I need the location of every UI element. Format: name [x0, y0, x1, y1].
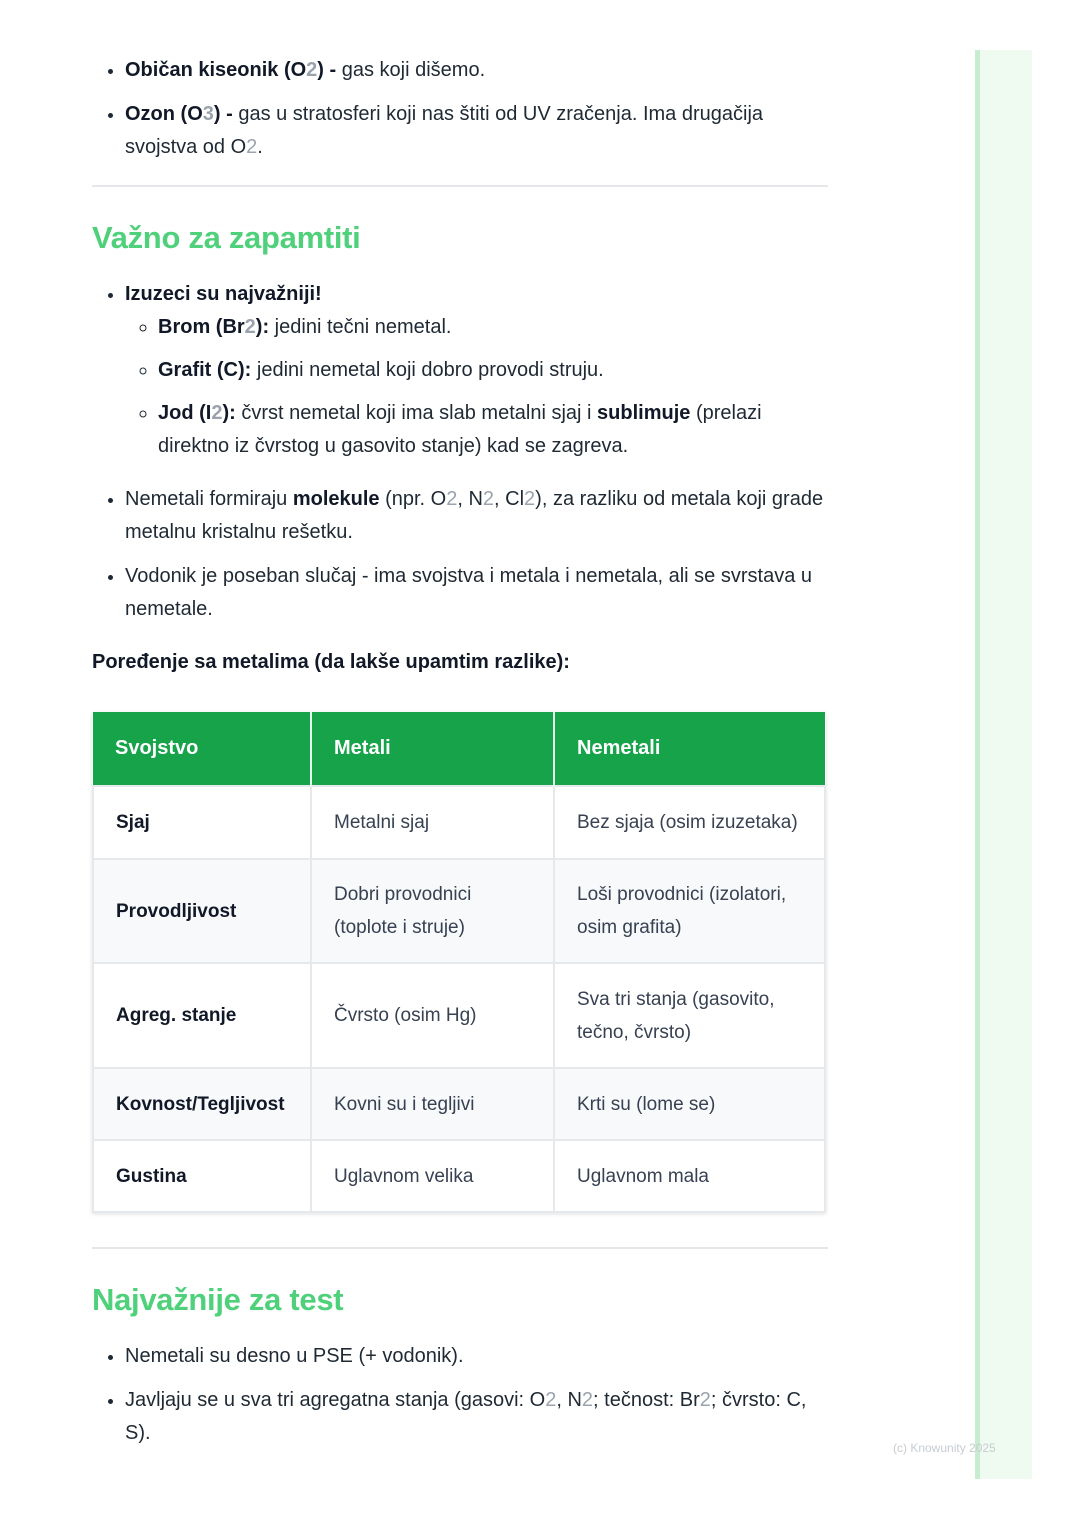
text-part: Javljaju se u sva tri agregatna stanja (gasovi: O: [125, 1389, 546, 1411]
table-cell: Dobri provodnici (toplote i struje): [311, 859, 554, 963]
text-part: , N: [457, 488, 483, 510]
subscript: 2: [244, 316, 256, 338]
subscript: 3: [202, 103, 214, 125]
subscript: 2: [211, 402, 223, 424]
item-text-end: .: [257, 136, 263, 158]
text-part: , N: [556, 1389, 582, 1411]
table-cell: Krti su (lome se): [554, 1068, 825, 1140]
table-cell: Čvrsto (osim Hg): [311, 963, 554, 1068]
bold-term-end: ) -: [213, 103, 239, 125]
item-text: čvrst nemetal koji ima slab metalni sjaj i: [235, 402, 598, 424]
table-row: [93, 1068, 825, 1140]
table-header-cell: Metali: [311, 712, 554, 786]
sub-list-item: [158, 397, 828, 463]
list-item: [125, 98, 828, 164]
right-sidebar-strip: [975, 50, 1032, 1479]
bold-term: Grafit (C):: [158, 359, 252, 381]
table-cell: Bez sjaja (osim izuzetaka): [554, 786, 825, 859]
table-cell: Uglavnom mala: [554, 1140, 825, 1212]
item-text: gas u stratosferi koji nas štiti od UV zračenja. Ima drugačija svojstva od O: [125, 103, 764, 158]
item-text: jedini tečni nemetal.: [269, 316, 452, 338]
exceptions-sublist: [125, 311, 828, 463]
important-list: [92, 278, 828, 626]
table-header-row: [93, 712, 825, 786]
subscript: 2: [545, 1389, 557, 1411]
table-row: [93, 786, 825, 859]
table-cell: Sva tri stanja (gasovito, tečno, čvrsto): [554, 963, 825, 1068]
list-item: [125, 483, 828, 549]
divider: [92, 1247, 828, 1249]
bold-term-end: ):: [255, 316, 270, 338]
text-part: ), za razliku od metala koji grade metalnu kristalnu rešetku.: [125, 488, 824, 543]
divider: [92, 185, 828, 187]
text-part: Nemetali formiraju: [125, 488, 293, 510]
table-cell: Loši provodnici (izolatori, osim grafita): [554, 859, 825, 963]
table-cell: Agreg. stanje: [93, 963, 311, 1068]
bold-word: molekule: [292, 488, 380, 510]
text-part: (npr. O: [379, 488, 447, 510]
table-row: [93, 859, 825, 963]
table-cell: Sjaj: [93, 786, 311, 859]
text-part: ; tečnost: Br: [593, 1389, 700, 1411]
subscript: 2: [699, 1389, 711, 1411]
table-cell: Metalni sjaj: [311, 786, 554, 859]
subscript: 2: [482, 488, 495, 510]
bold-term: Brom (Br: [158, 316, 245, 338]
bold-term: Jod (I: [158, 402, 212, 424]
list-item: [125, 54, 828, 87]
table-header-cell: Nemetali: [554, 712, 825, 786]
bold-term-end: ):: [222, 402, 236, 424]
item-text-end: (prelazi direktno iz čvrstog u gasovito stanje) kad se zagreva.: [158, 402, 762, 457]
bold-term-end: ) -: [317, 59, 342, 81]
subscript: 2: [581, 1389, 594, 1411]
list-item: [125, 278, 828, 463]
list-item: • Nemetali su desno u PSE (+ vodonik).: [125, 1340, 828, 1373]
document-content: [92, 50, 828, 1461]
text-part: ; čvrsto: C, S).: [125, 1389, 807, 1444]
item-text: gas koji dišemo.: [341, 59, 486, 81]
comparison-title: Poređenje sa metalima (da lakše upamtim razlike):: [92, 651, 570, 673]
test-list: [92, 1340, 828, 1450]
text-part: , Cl: [494, 488, 525, 510]
list-item: [125, 1384, 828, 1450]
bold-word: sublimuje: [597, 402, 691, 424]
section-heading-test: Najvažnije za test: [92, 1282, 344, 1317]
table-cell: Provodljivost: [93, 859, 311, 963]
item-text: jedini nemetal koji dobro provodi struju.: [251, 359, 604, 381]
section-heading-important: Važno za zapamtiti: [92, 220, 361, 255]
table-cell: Kovnost/Tegljivost: [93, 1068, 311, 1140]
table-header-cell: Svojstvo: [93, 712, 311, 786]
subscript: 2: [446, 488, 458, 510]
table-row: [93, 1140, 825, 1212]
sub-list-item: [158, 311, 828, 344]
subscript: 2: [306, 59, 318, 81]
table-cell: Uglavnom velika: [311, 1140, 554, 1212]
list-item: • Vodonik je poseban slučaj - ima svojstva i metala i nemetala, ali se svrstava u nemetale.: [125, 560, 828, 626]
comparison-table: [92, 712, 826, 1213]
bold-term: Ozon (O: [125, 103, 203, 125]
table-row: [93, 963, 825, 1068]
table-cell: Kovni su i tegljivi: [311, 1068, 554, 1140]
subscript: 2: [524, 488, 536, 510]
sub-list-item: [158, 354, 828, 387]
copyright-footer: (c) Knowunity 2025: [893, 1441, 996, 1455]
exceptions-title: Izuzeci su najvažniji!: [125, 283, 322, 305]
subscript: 2: [246, 136, 258, 158]
bold-term: Običan kiseonik (O: [125, 59, 307, 81]
table-cell: Gustina: [93, 1140, 311, 1212]
oxygen-forms-list: [92, 54, 828, 164]
